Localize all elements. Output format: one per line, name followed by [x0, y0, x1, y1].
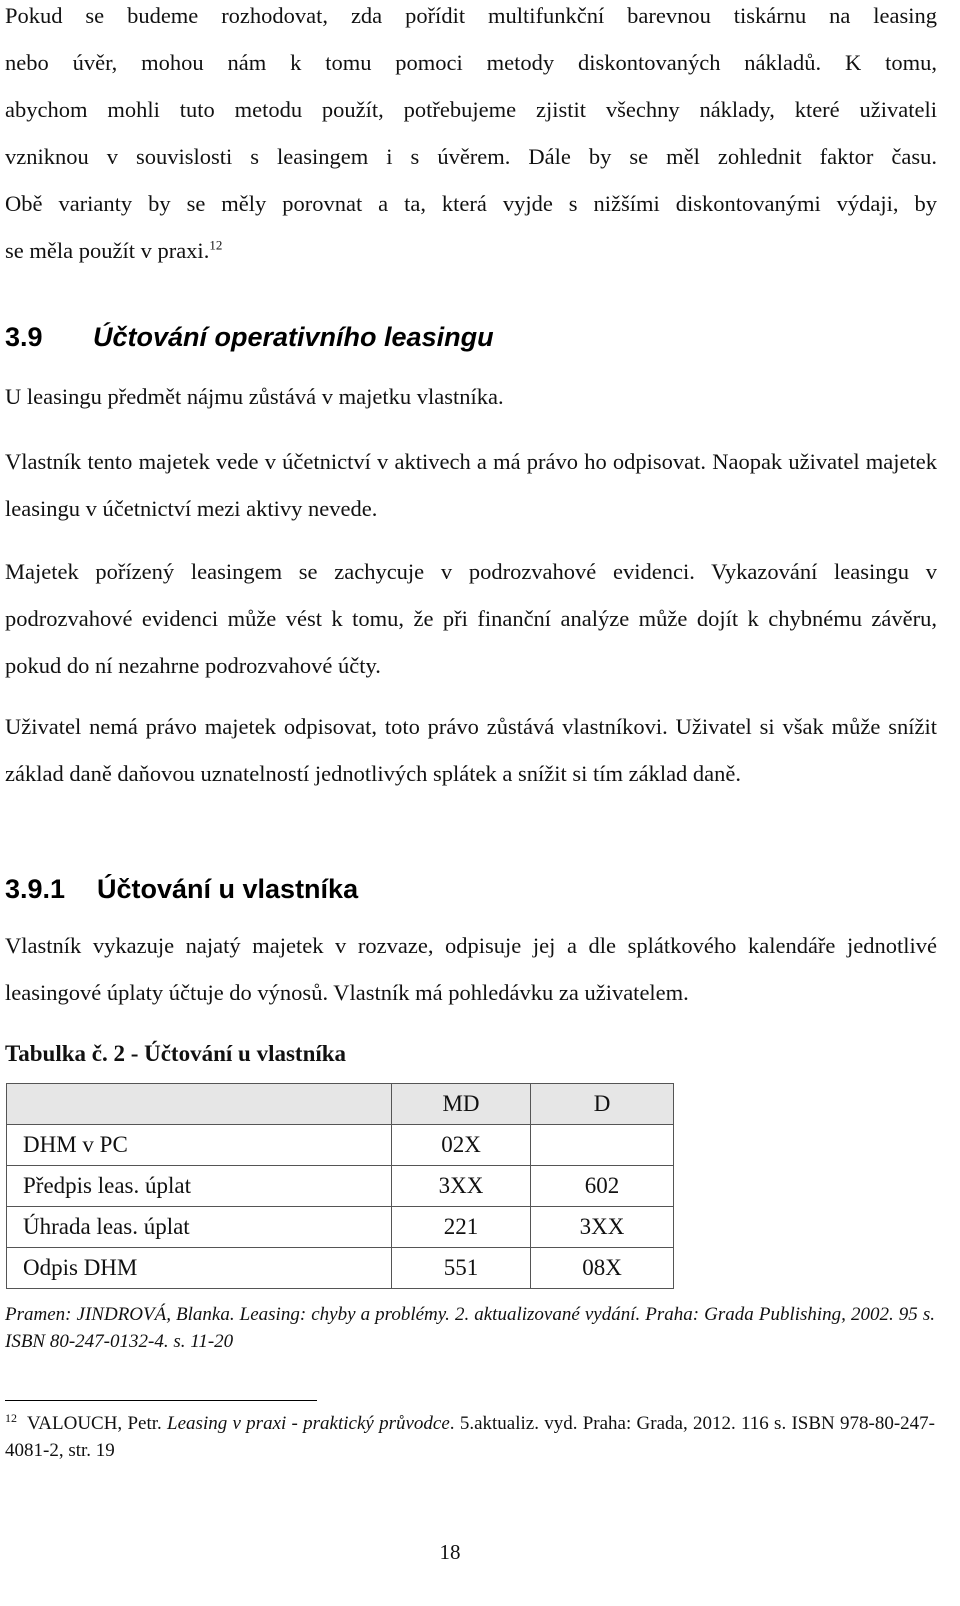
intro-paragraph — [5, 0, 937, 274]
table-row — [7, 1166, 674, 1207]
table-row — [7, 1207, 674, 1248]
table-cell: 3XX — [531, 1207, 674, 1248]
section-paragraph: Uživatel nemá právo majetek odpisovat, toto právo zůstává vlastníkovi. Uživatel si však může snížit základ daně daňovou uznatelností jednotlivých splátek a snížit si tím základ daně. — [5, 714, 937, 786]
subsection-title: Účtování u vlastníka — [97, 874, 359, 904]
accounting-table — [6, 1083, 674, 1289]
table-cell: 221 — [392, 1207, 531, 1248]
table-cell: Odpis DHM — [7, 1248, 392, 1289]
page-number: 18 — [439, 1540, 461, 1564]
intro-line: vzniknou v souvislosti s leasingem i s úvěrem. Dále by se měl zohlednit faktor času. — [5, 144, 937, 169]
table-header-cell — [7, 1084, 392, 1125]
intro-line: abychom mohli tuto metodu použít, potřebujeme zjistit všechny náklady, které uživateli — [5, 97, 937, 122]
intro-line: se měla použít v praxi. — [5, 238, 210, 263]
footnote-reference: 12 — [209, 237, 223, 253]
table-header-row — [7, 1084, 674, 1125]
table-cell: Předpis leas. úplat — [7, 1166, 392, 1207]
footnote-details: . 5.aktualiz. vyd. Praha: Grada, 2012. 116 s. ISBN 978-80-247-4081-2, str. 19 — [5, 1413, 935, 1461]
table-cell: 3XX — [392, 1166, 531, 1207]
intro-line: nebo úvěr, mohou nám k tomu pomoci metody diskontovaných nákladů. K tomu, — [5, 50, 937, 75]
footnote-divider — [5, 1400, 317, 1401]
table-cell: DHM v PC — [7, 1125, 392, 1166]
table-cell: 551 — [392, 1248, 531, 1289]
table-header-cell: MD — [392, 1084, 531, 1125]
table-cell: 02X — [392, 1125, 531, 1166]
footnote-author: VALOUCH, Petr. — [27, 1413, 162, 1434]
section-paragraph: Vlastník tento majetek vede v účetnictví v aktivech a má právo ho odpisovat. Naopak uživatel majetek leasingu v účetnictví mezi aktivy nevede. — [5, 449, 937, 521]
table-cell: 602 — [531, 1166, 674, 1207]
subsection-heading — [5, 872, 358, 906]
table-cell: Úhrada leas. úplat — [7, 1207, 392, 1248]
section-heading — [5, 320, 494, 354]
section-number: 3.9 — [5, 322, 43, 352]
footnote-title: Leasing v praxi - praktický průvodce — [167, 1413, 450, 1434]
table-source: Pramen: JINDROVÁ, Blanka. Leasing: chyby a problémy. 2. aktualizované vydání. Praha: Grada Publishing, 2002. 95 s. ISBN 80-247-0132-4. s. 11-20 — [5, 1304, 935, 1352]
subsection-number: 3.9.1 — [5, 874, 66, 904]
table-header-cell: D — [531, 1084, 674, 1125]
table-caption: Tabulka č. 2 - Účtování u vlastníka — [5, 1041, 347, 1066]
section-title: Účtování operativního leasingu — [93, 322, 494, 352]
intro-line: Obě varianty by se měly porovnat a ta, která vyjde s nižšími diskontovanými výdaji, by — [5, 191, 937, 216]
table-row — [7, 1125, 674, 1166]
section-paragraph: U leasingu předmět nájmu zůstává v majetku vlastníka. — [5, 384, 504, 409]
intro-line: Pokud se budeme rozhodovat, zda pořídit multifunkční barevnou tiskárnu na leasing — [5, 3, 937, 28]
table-row — [7, 1248, 674, 1289]
section-paragraph: Majetek pořízený leasingem se zachycuje v podrozvahové evidenci. Vykazování leasingu v podrozvahové evidenci může vést k tomu, že při finanční analýze může dojít k chybnému závěru, pokud do ní nezahrne podrozvahové účty. — [5, 559, 937, 678]
subsection-paragraph: Vlastník vykazuje najatý majetek v rozvaze, odpisuje jej a dle splátkového kalendáře jednotlivé leasingové úplaty účtuje do výnosů. Vlastník má pohledávku za uživatelem. — [5, 933, 937, 1005]
footnote — [5, 1410, 935, 1464]
table-cell: 08X — [531, 1248, 674, 1289]
intro-line-last — [5, 227, 937, 274]
table-cell — [531, 1125, 674, 1166]
footnote-marker: 12 — [5, 1410, 17, 1425]
